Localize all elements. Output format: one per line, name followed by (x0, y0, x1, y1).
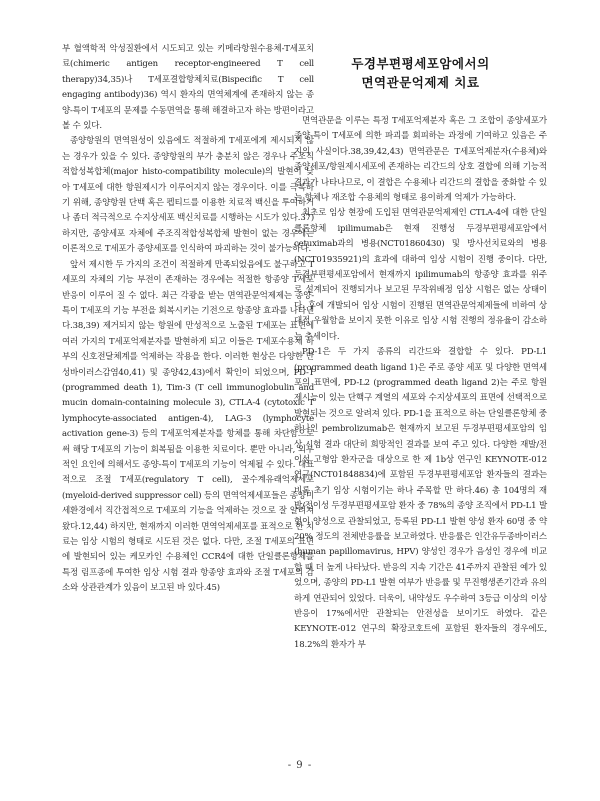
right-column (294, 42, 547, 653)
left-paragraph-1: 부 혈액학적 악성질환에서 시도되고 있는 키메라항원수용체-T세포치료(chimeric antigen receptor-engineered T cell therapy)34,35)나 T세포결합항체치료(Bispecific T cell engaging antibody)36) 역시 환자의 면역체계에 존재하지 않는 종양-특이 T세포의 문제를 수동면역을 통해 해결하고자 하는 방편이라고 볼 수 있다. (62, 44, 314, 132)
right-column-body (294, 114, 547, 653)
section-heading (294, 42, 547, 104)
left-paragraph-2: 종양항원의 면역원성이 있음에도 적절하게 T세포에게 제시되지 않는 경우가 있을 수 있다. 종양항원의 부가 충분치 않은 경우나 주조직적합성복합체(major histo-compatibility molecule)의 발현이 낮아 T세포에 대한 항원제시가 이루어지지 않는 경우이다. 이를 극복하기 위해, 종양항원 단백 혹은 펩티드를 이용한 치료적 백신을 투여하거나 좀더 적극적으로 수지상세포 백신치료를 시행하는 시도가 있다.37) 하지만, 종양세포 자체에 주조직적합성복합체 발현이 없는 경우에는 이론적으로 T세포가 종양세포를 인식하여 파괴하는 것이 불가능하다. (62, 136, 314, 255)
right-paragraph-3: PD-1은 두 가지 종류의 리간드와 결합할 수 있다. PD-L1 (programmed death ligand 1)은 주로 종양 세포 및 다양한 면역세포의 표면에, PD-L2 (programmed death ligand 2)는 주로 항원 제시능이 있는 단핵구 계열의 세포와 수지상세포의 표면에 선택적으로 발현되는 것으로 알려져 있다. PD-1을 표적으로 하는 단일클론항체 중 하나인 pembrolizumab은 현재까지 보고된 두경부편평세포암의 임상 시험 결과 대단히 희망적인 결과를 보여 주고 있다. 다양한 재발/전이성 고형암 환자군을 대상으로 한 제 1b상 연구인 KEYNOTE-012 연구(NCT01848834)에 포함된 두경부편평세포암 환자들의 결과는 비록 초기 임상 시험이기는 하나 주목할 만 하다.46) 총 104명의 재발/전이성 두경부편평세포암 환자 중 78%의 종양 조직에서 PD-L1 발현이 양성으로 관찰되었고, 등록된 PD-L1 발현 양성 환자 60명 중 약 20% 정도의 전체반응률을 보고하였다. 반응률은 인간유두종바이러스(human papillomavirus, HPV) 양성인 경우가 음성인 경우에 비교할 때 더 높게 나타났다. 반응의 지속 기간은 41주까지 관찰된 예가 있었으며, 종양의 PD-L1 발현 여부가 반응률 및 무진행생존기간과 유의하게 연관되어 있었다. 더욱이, 내약성도 우수하여 3등급 이상의 이상 반응이 17%에서만 관찰되는 안전성을 보이기도 하였다. 같은 KEYNOTE-012 연구의 확장코호트에 포함된 환자들의 경우에도, 18.2%의 환자가 부 (294, 347, 547, 650)
right-paragraph-1: 면역관문을 이루는 특정 T세포억제분자 혹은 그 조합이 종양세포가 종양-특이 T세포에 의한 파괴를 회피하는 과정에 기여하고 있음은 주지의 사실이다.38,39,42,43) 면역관문은 T세포억제분자(수용체)와 종양세포/항원제시세포에 존재하는 리간드의 상호 결합에 의해 기능적 결과가 나타나므로, 이 결합은 수용체나 리간드의 결합을 중화할 수 있는 항체나 재조합 수용체의 형태로 용이하게 억제가 가능하다. (294, 116, 547, 204)
right-paragraph-2: 최초로 임상 현장에 도입된 면역관문억제제인 CTLA-4에 대한 단일클론항체 ipilimumab은 현재 진행성 두경부편평세포암에서 cetuximab과의 병용(NCT01860430) 및 방사선치료와의 병용(NCT01935921)의 효과에 대하여 임상 시험이 진행 중이다. 다만, 두경부편평세포암에서 현재까지 ipilimumab의 항종양 효과를 위주로 설계되어 진행되거나 보고된 무작위배정 임상 시험은 없는 상태이다. 후에 개발되어 임상 시험이 진행된 면역관문억제제들에 비하여 상대적 우월함을 보이지 못한 이유로 임상 시험 진행의 정유율이 감소하는 추세이다. (294, 208, 547, 342)
left-column (62, 42, 314, 597)
left-paragraph-3: 앞서 제시한 두 가지의 조건이 적절하게 만족되었음에도 불구하고 T세포의 자체의 기능 부전이 존재하는 경우에는 적절한 항종양 T세포 반응이 이루어 질 수 없다. 최근 각광을 받는 면역관문억제제는 종양-특이 T세포의 기능 부전을 회복시키는 기전으로 항종양 효과를 나타낸다.38,39) 제거되지 않는 항원에 만성적으로 노출된 T세포는 표면에 여러 가지의 T세포억제분자를 발현하게 되고 이들은 T세포수용체 하부의 신호전달체계를 억제하는 작용을 한다. 이러한 현상은 다양한 만성바이러스감염40,41) 및 종양42,43)에서 확인이 되었으며, PD-1 (programmed death 1), Tim-3 (T cell immunoglobulin and mucin domain-containing molecule 3), CTLA-4 (cytotoxic T lymphocyte-associated antigen-4), LAG-3 (lymphocyte activation gene-3) 등의 T세포억제분자를 항체를 통해 차단함으로써 해당 T세포의 기능이 회복됨을 이용한 치료이다. 뿐만 아니라, 외부적인 요인에 의해서도 종양-특이 T세포의 기능이 억제될 수 있다. 대표적으로 조절 T세포(regulatory T cell), 골수계유래억제세포(myeloid-derived suppressor cell) 등의 면역억제세포들은 종양미세환경에서 직간접적으로 T세포의 기능을 억제하는 것으로 잘 알려져 왔다.12,44) 하지만, 현재까지 이러한 면역억제세포를 표적으로 한 치료는 임상 시험의 형태로 시도된 것은 없다. 다만, 조절 T세포의 표면에 발현되어 있는 케모카인 수용체인 CCR4에 대한 단일클론항체를 특정 림프종에 투여한 임상 시험 결과 항종양 효과와 조절 T세포의 감소와 상관관계가 있음이 보고된 바 있다.45) (62, 259, 314, 594)
section-heading-line-2: 면역관문억제제 치료 (361, 75, 480, 90)
page-number: - 9 - (287, 760, 313, 771)
section-heading-line-1: 두경부편평세포암에서의 (351, 56, 490, 71)
